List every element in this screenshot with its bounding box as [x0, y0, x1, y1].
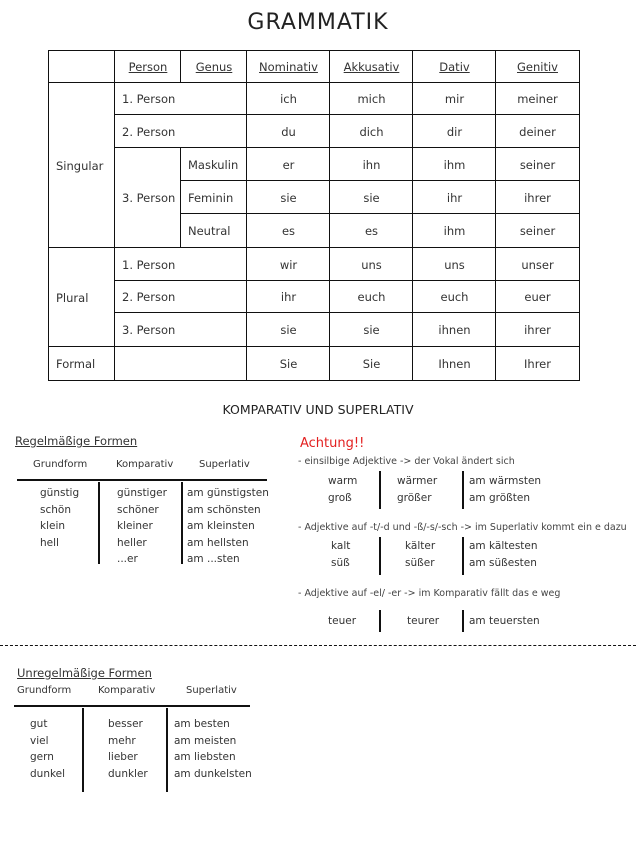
list-item: am ...sten — [187, 553, 240, 565]
pronoun-formal-nominativ: Sie — [246, 346, 331, 381]
list-item: dunkel — [30, 767, 66, 780]
ex3-grundform: teuer — [328, 615, 357, 627]
list-item: am hellsten — [187, 536, 249, 549]
list-item: günstig — [40, 487, 80, 499]
group-singular: Singular — [48, 82, 116, 249]
list-item: hell — [40, 536, 59, 549]
irregular-superlativ-list — [174, 718, 252, 784]
list-item: warm — [328, 475, 358, 487]
pronoun-sg3m-dativ: ihm — [412, 147, 497, 182]
header-akkusativ: Akkusativ — [329, 50, 414, 84]
pronoun-pl1-nominativ: wir — [246, 247, 331, 282]
irregular-grundform-list — [30, 718, 65, 784]
list-item: heller — [117, 536, 147, 549]
pronoun-sg1-dativ: mir — [412, 82, 497, 116]
pronoun-sg3n-akkusativ: es — [329, 213, 414, 249]
attention-note: - Adjektive auf -t/-d und -ß/-s/-sch -> im Superlativ kommt ein e dazu — [298, 522, 627, 533]
attention-note: - einsilbige Adjektive -> der Vokal ändert sich — [298, 456, 515, 467]
table-rule — [166, 708, 168, 792]
list-item: wärmer — [397, 475, 438, 487]
pronoun-pl2-nominativ: ihr — [246, 280, 331, 314]
pronoun-sg2-genitiv: deiner — [495, 114, 580, 149]
person-label: 3. Person — [114, 147, 182, 249]
ex2-komparativ — [405, 540, 435, 573]
pronoun-pl3-akkusativ: sie — [329, 312, 414, 348]
pronoun-formal-dativ: Ihnen — [412, 346, 497, 381]
attention-note: - Adjektive auf -el/ -er -> im Komparativ fällt das e weg — [298, 588, 561, 599]
list-item: am günstigsten — [187, 487, 269, 499]
table-rule — [98, 482, 100, 564]
table-rule — [462, 537, 464, 575]
regular-grundform-list — [40, 487, 79, 553]
table-rule — [17, 479, 267, 481]
pronoun-pl1-genitiv: unser — [495, 247, 580, 282]
group-plural: Plural — [48, 247, 116, 348]
list-item: am kältesten — [469, 540, 538, 552]
list-item: groß — [328, 491, 352, 504]
pronoun-formal-genitiv: Ihrer — [495, 346, 580, 381]
table-rule — [181, 482, 183, 564]
pronoun-pl2-genitiv: euer — [495, 280, 580, 314]
pronoun-sg1-akkusativ: mich — [329, 82, 414, 116]
person-label: 1. Person — [114, 247, 248, 282]
regular-heading: Regelmäßige Formen — [15, 434, 138, 448]
list-item: am liebsten — [174, 751, 236, 763]
ex1-grundform — [328, 475, 357, 508]
list-item: kleiner — [117, 520, 153, 532]
irregular-heading: Unregelmäßige Formen — [17, 666, 152, 680]
col-header-komparativ: Komparativ — [98, 685, 156, 696]
ex2-grundform — [331, 540, 350, 573]
pronoun-sg2-dativ: dir — [412, 114, 497, 149]
list-item: schöner — [117, 503, 159, 516]
list-item: besser — [108, 718, 143, 730]
table-rule — [462, 471, 464, 509]
page-title: GRAMMATIK — [247, 10, 389, 35]
table-rule — [379, 471, 381, 509]
ex1-komparativ — [397, 475, 437, 508]
pronoun-sg1-genitiv: meiner — [495, 82, 580, 116]
attention-label: Achtung!! — [300, 436, 365, 451]
list-item: am meisten — [174, 734, 237, 747]
header-nominativ: Nominativ — [246, 50, 331, 84]
list-item: gern — [30, 751, 54, 763]
pronoun-sg3f-akkusativ: sie — [329, 180, 414, 215]
regular-superlativ-list — [187, 487, 269, 570]
pronoun-pl1-dativ: uns — [412, 247, 497, 282]
header-genus: Genus — [180, 50, 248, 84]
gender-label: Feminin — [180, 180, 248, 215]
list-item: mehr — [108, 734, 136, 747]
pronoun-sg1-nominativ: ich — [246, 82, 331, 116]
list-item: am dunkelsten — [174, 767, 252, 780]
table-rule — [379, 610, 381, 632]
ex2-superlativ — [469, 540, 538, 573]
formal-empty — [114, 346, 248, 381]
list-item: am süßesten — [469, 556, 537, 569]
section-title: KOMPARATIV UND SUPERLATIV — [222, 402, 414, 417]
pronoun-pl3-dativ: ihnen — [412, 312, 497, 348]
list-item: dunkler — [108, 767, 148, 780]
pronoun-sg3n-dativ: ihm — [412, 213, 497, 249]
list-item: ...er — [117, 553, 138, 565]
irregular-komparativ-list — [108, 718, 148, 784]
pronoun-sg2-nominativ: du — [246, 114, 331, 149]
list-item: günstiger — [117, 487, 167, 499]
header-dativ: Dativ — [412, 50, 497, 84]
list-item: kalt — [331, 540, 351, 552]
pronoun-pl3-genitiv: ihrer — [495, 312, 580, 348]
col-header-superlativ: Superlativ — [199, 459, 250, 470]
list-item: kälter — [405, 540, 436, 552]
header-person: Person — [114, 50, 182, 84]
pronoun-pl3-nominativ: sie — [246, 312, 331, 348]
pronoun-sg3m-genitiv: seiner — [495, 147, 580, 182]
pronoun-sg3m-akkusativ: ihn — [329, 147, 414, 182]
list-item: klein — [40, 520, 66, 532]
person-label: 2. Person — [114, 114, 248, 149]
pronoun-table — [48, 50, 580, 381]
pronoun-pl1-akkusativ: uns — [329, 247, 414, 282]
list-item: am größten — [469, 491, 531, 504]
ex3-superlativ: am teuersten — [469, 615, 540, 627]
col-header-grundform: Grundform — [17, 685, 72, 696]
person-label: 2. Person — [114, 280, 248, 314]
table-rule — [82, 708, 84, 792]
regular-komparativ-list — [117, 487, 167, 570]
col-header-komparativ: Komparativ — [116, 459, 174, 470]
ex1-superlativ — [469, 475, 541, 508]
col-header-grundform: Grundform — [33, 459, 88, 470]
person-label: 1. Person — [114, 82, 248, 116]
ex3-komparativ: teurer — [407, 615, 440, 627]
table-rule — [379, 537, 381, 575]
pronoun-pl2-akkusativ: euch — [329, 280, 414, 314]
list-item: lieber — [108, 751, 138, 763]
pronoun-sg3n-nominativ: es — [246, 213, 331, 249]
pronoun-pl2-dativ: euch — [412, 280, 497, 314]
pronoun-sg2-akkusativ: dich — [329, 114, 414, 149]
pronoun-sg3f-genitiv: ihrer — [495, 180, 580, 215]
pronoun-sg3m-nominativ: er — [246, 147, 331, 182]
col-header-superlativ: Superlativ — [186, 685, 237, 696]
list-item: am kleinsten — [187, 520, 255, 532]
list-item: süß — [331, 556, 350, 569]
list-item: gut — [30, 718, 48, 730]
gender-label: Maskulin — [180, 147, 248, 182]
list-item: am wärmsten — [469, 475, 542, 487]
table-rule — [14, 705, 250, 707]
pronoun-sg3f-nominativ: sie — [246, 180, 331, 215]
table-rule — [462, 610, 464, 632]
pronoun-formal-akkusativ: Sie — [329, 346, 414, 381]
list-item: am besten — [174, 718, 230, 730]
list-item: viel — [30, 734, 49, 747]
pronoun-sg3f-dativ: ihr — [412, 180, 497, 215]
group-formal: Formal — [48, 346, 116, 381]
list-item: süßer — [405, 556, 435, 569]
list-item: am schönsten — [187, 503, 261, 516]
person-label: 3. Person — [114, 312, 248, 348]
pronoun-sg3n-genitiv: seiner — [495, 213, 580, 249]
header-empty — [48, 50, 116, 84]
header-genitiv: Genitiv — [495, 50, 580, 84]
list-item: größer — [397, 491, 432, 504]
section-divider — [0, 645, 636, 646]
gender-label: Neutral — [180, 213, 248, 249]
list-item: schön — [40, 503, 71, 516]
